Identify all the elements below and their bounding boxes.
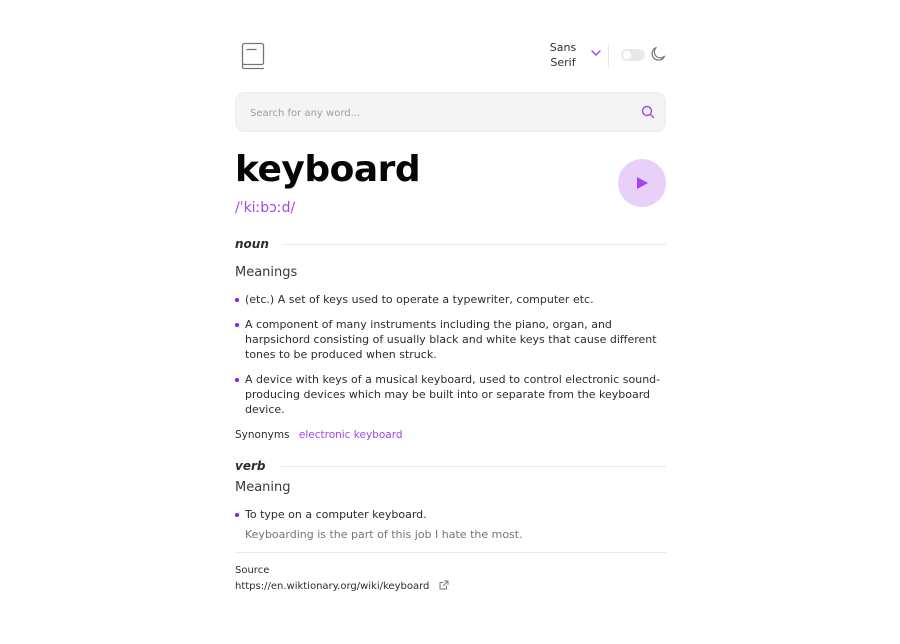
noun-section-header bbox=[235, 235, 666, 255]
play-button[interactable] bbox=[618, 159, 666, 207]
definition-text: A device with keys of a musical keyboard, used to control electronic sound-producing devices which may be built into or separate from the keyboard device. bbox=[245, 373, 661, 416]
part-of-speech-noun: noun bbox=[235, 235, 283, 253]
definition-text: (etc.) A set of keys used to operate a typewriter, computer etc. bbox=[245, 293, 594, 306]
bullet bbox=[235, 378, 239, 382]
verb-section-header bbox=[235, 457, 666, 477]
synonyms-label: Synonyms bbox=[235, 429, 290, 441]
search-input[interactable] bbox=[248, 93, 632, 133]
synonyms-row bbox=[235, 428, 403, 442]
meaning-heading: Meaning bbox=[235, 480, 291, 495]
header-divider bbox=[608, 45, 609, 67]
list-item bbox=[235, 317, 666, 362]
definition-text: To type on a computer keyboard. bbox=[245, 508, 427, 521]
example-text: Keyboarding is the part of this job I hate the most. bbox=[245, 528, 523, 541]
definition-text: A component of many instruments including the piano, organ, and harpsichord consisting of usually black and white keys that cause different tones to be produced when struck. bbox=[245, 318, 657, 361]
list-item bbox=[235, 372, 666, 417]
header bbox=[235, 40, 666, 74]
phonetic: /ˈkiːbɔːd/ bbox=[235, 200, 296, 216]
bullet bbox=[235, 513, 239, 517]
play-icon bbox=[635, 176, 649, 190]
source-label: Source bbox=[235, 565, 270, 576]
moon-icon[interactable] bbox=[650, 46, 666, 62]
noun-definitions bbox=[235, 292, 666, 417]
word-title: keyboard bbox=[235, 149, 421, 190]
source-url: https://en.wiktionary.org/wiki/keyboard bbox=[235, 581, 430, 592]
font-select[interactable] bbox=[540, 40, 605, 72]
verb-definitions bbox=[235, 507, 666, 542]
list-item bbox=[235, 507, 666, 542]
list-item bbox=[235, 292, 666, 307]
meanings-heading: Meanings bbox=[235, 265, 298, 280]
font-select-value: Sans Serif bbox=[549, 41, 577, 69]
theme-toggle[interactable] bbox=[621, 49, 645, 61]
part-of-speech-verb: verb bbox=[235, 457, 279, 475]
section-divider bbox=[281, 244, 666, 245]
chevron-down-icon bbox=[590, 48, 602, 58]
book-icon[interactable] bbox=[241, 42, 265, 70]
toggle-knob bbox=[623, 51, 631, 59]
source-link[interactable] bbox=[235, 580, 449, 594]
bullet bbox=[235, 298, 239, 302]
bullet bbox=[235, 323, 239, 327]
source-divider bbox=[235, 552, 666, 553]
search-bar bbox=[235, 92, 666, 132]
search-icon[interactable] bbox=[641, 105, 655, 119]
external-link-icon bbox=[439, 580, 449, 590]
synonym-link[interactable]: electronic keyboard bbox=[298, 429, 403, 441]
section-divider bbox=[281, 466, 666, 467]
